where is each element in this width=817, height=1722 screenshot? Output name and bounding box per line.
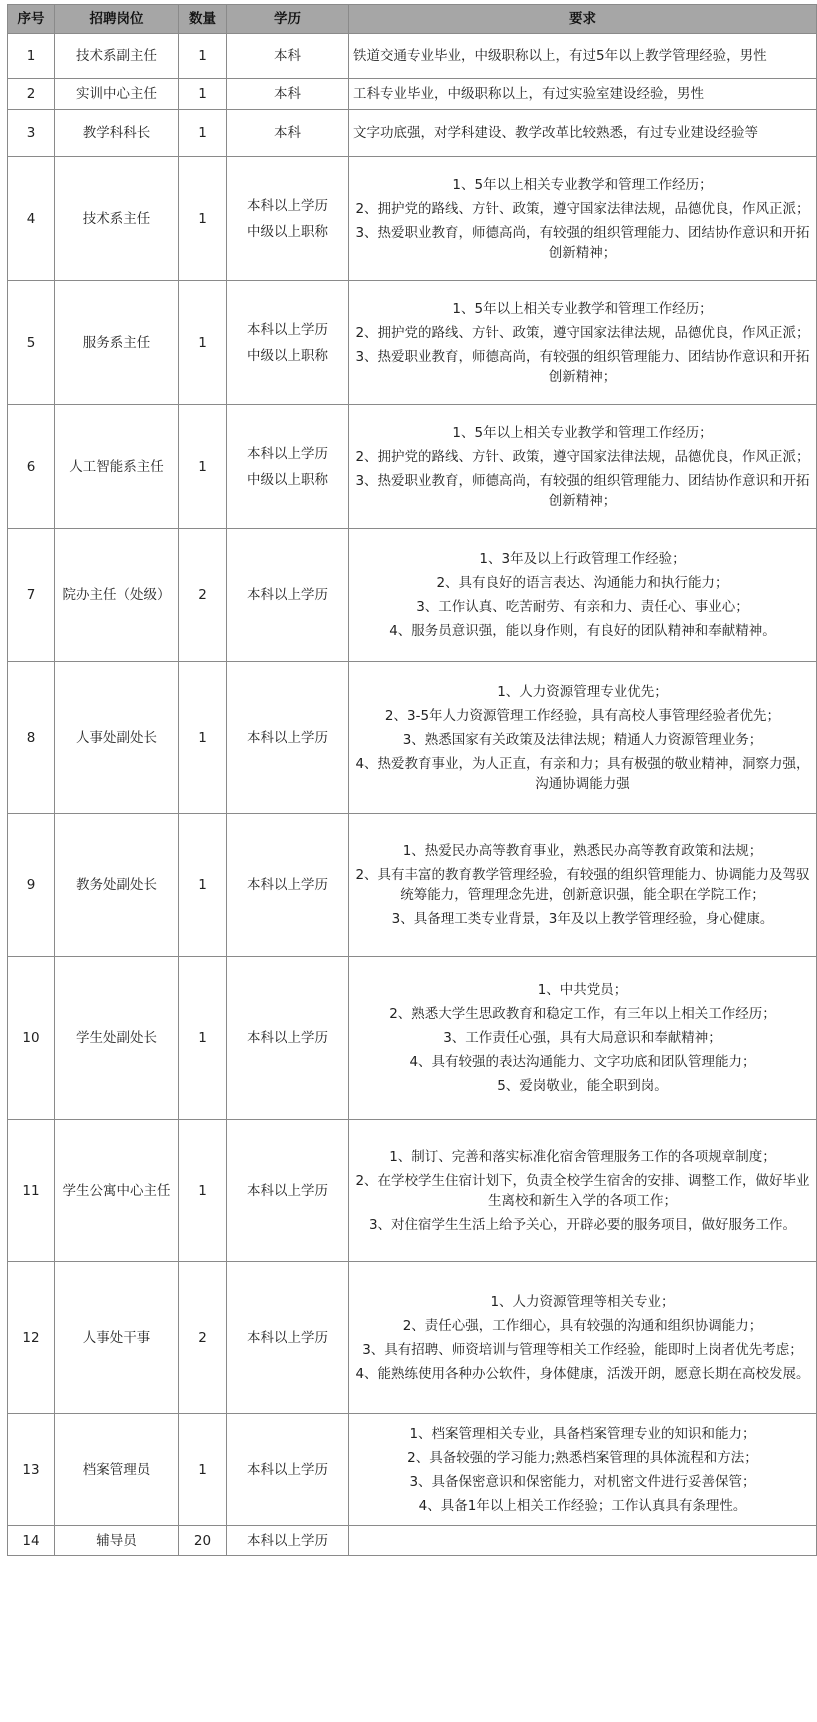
requirement-item: 1、人力资源管理专业优先； xyxy=(497,683,668,700)
education-cell xyxy=(227,529,349,662)
requirement-item: 1、3年及以上行政管理工作经验； xyxy=(479,551,686,567)
table-row xyxy=(8,79,817,110)
education-line: 本科 xyxy=(274,48,301,64)
row-number-cell: 3 xyxy=(8,110,55,157)
row-number-cell: 2 xyxy=(8,79,55,110)
recruitment-table-container xyxy=(7,4,817,1556)
education-line: 本科以上学历 xyxy=(247,877,328,893)
requirement-item: 1、5年以上相关专业教学和管理工作经历； xyxy=(452,424,713,441)
header-requirements: 要求 xyxy=(349,5,817,34)
education-line: 本科以上学历 xyxy=(247,1030,328,1046)
position-cell: 院办主任（处级） xyxy=(55,529,179,662)
count-cell: 1 xyxy=(179,1120,227,1262)
education-cell xyxy=(227,405,349,529)
education-line: 本科以上学历 xyxy=(247,197,328,214)
requirement-item: 3、具备保密意识和保密能力，对机密文件进行妥善保管； xyxy=(409,1473,756,1490)
requirement-item: 1、人力资源管理等相关专业； xyxy=(490,1293,675,1310)
count-cell: 1 xyxy=(179,281,227,405)
row-number-cell: 1 xyxy=(8,34,55,79)
requirements-cell xyxy=(349,157,817,281)
education-cell xyxy=(227,814,349,957)
row-number-cell: 7 xyxy=(8,529,55,662)
requirements-cell xyxy=(349,405,817,529)
education-cell xyxy=(227,1526,349,1556)
education-line: 本科以上学历 xyxy=(247,1182,328,1199)
requirement-item: 4、热爱教育事业，为人正直，有亲和力；具有极强的敬业精神，洞察力强，沟通协调能力强 xyxy=(355,755,810,792)
requirement-item: 2、拥护党的路线、方针、政策，遵守国家法律法规，品德优良，作风正派； xyxy=(355,324,810,341)
requirement-item: 4、具有较强的表达沟通能力、文字功底和团队管理能力； xyxy=(409,1054,756,1070)
requirements-cell xyxy=(349,1414,817,1526)
education-line: 本科以上学历 xyxy=(247,587,328,603)
requirement-item: 2、在学校学生住宿计划下，负责全校学生宿舍的安排、调整工作，做好毕业生离校和新生入学的各项工作； xyxy=(355,1172,810,1209)
position-cell: 技术系副主任 xyxy=(55,34,179,79)
requirement-item: 1、档案管理相关专业，具备档案管理专业的知识和能力； xyxy=(409,1425,756,1442)
education-cell xyxy=(227,1120,349,1262)
requirements-cell xyxy=(349,110,817,157)
education-line: 本科以上学历 xyxy=(247,1532,328,1549)
requirement-item: 3、具备理工类专业背景，3年及以上教学管理经验，身心健康。 xyxy=(391,911,774,927)
position-cell: 技术系主任 xyxy=(55,157,179,281)
count-cell: 1 xyxy=(179,34,227,79)
requirements-cell xyxy=(349,34,817,79)
count-cell: 20 xyxy=(179,1526,227,1556)
table-row xyxy=(8,1262,817,1414)
count-cell: 1 xyxy=(179,662,227,814)
requirement-item: 1、5年以上相关专业教学和管理工作经历； xyxy=(452,176,713,193)
header-education: 学历 xyxy=(227,5,349,34)
requirement-item: 4、具备1年以上相关工作经验；工作认真具有条理性。 xyxy=(418,1497,747,1514)
header-no: 序号 xyxy=(8,5,55,34)
table-row xyxy=(8,1414,817,1526)
table-row xyxy=(8,662,817,814)
requirement-item: 2、熟悉大学生思政教育和稳定工作，有三年以上相关工作经历； xyxy=(389,1006,776,1022)
position-cell: 服务系主任 xyxy=(55,281,179,405)
requirement-item: 3、热爱职业教育，师德高尚，有较强的组织管理能力、团结协作意识和开拓创新精神； xyxy=(355,472,810,509)
education-line: 中级以上职称 xyxy=(247,471,328,488)
requirements-cell xyxy=(349,1262,817,1414)
count-cell: 1 xyxy=(179,79,227,110)
education-cell xyxy=(227,34,349,79)
row-number-cell: 9 xyxy=(8,814,55,957)
requirement-item: 2、具有丰富的教育教学管理经验，有较强的组织管理能力、协调能力及驾驭统筹能力，管理理念先进，创新意识强，能全职在学院工作； xyxy=(355,867,810,903)
education-cell xyxy=(227,157,349,281)
row-number-cell: 6 xyxy=(8,405,55,529)
requirement-item: 3、对住宿学生生活上给予关心，开辟必要的服务项目，做好服务工作。 xyxy=(368,1216,797,1233)
table-row xyxy=(8,281,817,405)
position-cell: 学生处副处长 xyxy=(55,957,179,1120)
education-line: 本科以上学历 xyxy=(247,1329,328,1346)
count-cell: 1 xyxy=(179,157,227,281)
education-line: 中级以上职称 xyxy=(247,347,328,364)
requirement-item: 3、热爱职业教育，师德高尚，有较强的组织管理能力、团结协作意识和开拓创新精神； xyxy=(355,224,810,261)
requirement-item: 铁道交通专业毕业，中级职称以上，有过5年以上教学管理经验，男性 xyxy=(353,48,767,64)
count-cell: 2 xyxy=(179,1262,227,1414)
requirement-item: 3、工作责任心强，具有大局意识和奉献精神； xyxy=(443,1030,722,1046)
requirement-item: 2、具备较强的学习能力;熟悉档案管理的具体流程和方法； xyxy=(407,1449,758,1466)
requirement-item: 3、工作认真、吃苦耐劳、有亲和力、责任心、事业心； xyxy=(416,599,749,615)
requirements-cell xyxy=(349,79,817,110)
requirement-item: 3、热爱职业教育，师德高尚，有较强的组织管理能力、团结协作意识和开拓创新精神； xyxy=(355,348,810,385)
row-number-cell: 14 xyxy=(8,1526,55,1556)
row-number-cell: 5 xyxy=(8,281,55,405)
requirement-item: 4、服务员意识强，能以身作则，有良好的团队精神和奉献精神。 xyxy=(389,623,776,639)
table-row xyxy=(8,529,817,662)
table-row xyxy=(8,814,817,957)
requirement-item: 2、责任心强，工作细心，具有较强的沟通和组织协调能力； xyxy=(402,1317,763,1334)
count-cell: 1 xyxy=(179,405,227,529)
requirements-cell xyxy=(349,529,817,662)
table-body xyxy=(8,34,817,1556)
requirement-item: 工科专业毕业，中级职称以上，有过实验室建设经验，男性 xyxy=(353,86,704,102)
education-line: 本科以上学历 xyxy=(247,729,328,746)
requirement-item: 2、具有良好的语言表达、沟通能力和执行能力； xyxy=(436,575,729,591)
position-cell: 档案管理员 xyxy=(55,1414,179,1526)
requirement-item: 3、熟悉国家有关政策及法律法规；精通人力资源管理业务； xyxy=(402,731,763,748)
row-number-cell: 8 xyxy=(8,662,55,814)
row-number-cell: 11 xyxy=(8,1120,55,1262)
requirements-cell xyxy=(349,1120,817,1262)
position-cell: 辅导员 xyxy=(55,1526,179,1556)
education-line: 本科以上学历 xyxy=(247,321,328,338)
table-row xyxy=(8,34,817,79)
position-cell: 人事处副处长 xyxy=(55,662,179,814)
requirement-item: 2、拥护党的路线、方针、政策，遵守国家法律法规，品德优良，作风正派； xyxy=(355,448,810,465)
header-position: 招聘岗位 xyxy=(55,5,179,34)
education-cell xyxy=(227,1262,349,1414)
row-number-cell: 13 xyxy=(8,1414,55,1526)
count-cell: 1 xyxy=(179,814,227,957)
row-number-cell: 10 xyxy=(8,957,55,1120)
requirement-item: 1、制订、完善和落实标准化宿舍管理服务工作的各项规章制度； xyxy=(389,1148,776,1165)
requirements-cell xyxy=(349,1526,817,1556)
table-row xyxy=(8,110,817,157)
requirement-item: 1、热爱民办高等教育事业，熟悉民办高等教育政策和法规； xyxy=(402,843,763,859)
requirement-item: 1、中共党员； xyxy=(537,982,628,998)
header-count: 数量 xyxy=(179,5,227,34)
table-row xyxy=(8,957,817,1120)
requirements-cell xyxy=(349,662,817,814)
education-cell xyxy=(227,110,349,157)
education-cell xyxy=(227,957,349,1120)
table-row xyxy=(8,1526,817,1556)
education-cell xyxy=(227,662,349,814)
position-cell: 实训中心主任 xyxy=(55,79,179,110)
requirements-cell xyxy=(349,814,817,957)
count-cell: 1 xyxy=(179,957,227,1120)
education-cell xyxy=(227,1414,349,1526)
row-number-cell: 12 xyxy=(8,1262,55,1414)
requirement-item: 2、拥护党的路线、方针、政策，遵守国家法律法规，品德优良，作风正派； xyxy=(355,200,810,217)
table-row xyxy=(8,405,817,529)
education-line: 本科 xyxy=(274,86,301,102)
recruitment-table xyxy=(7,4,817,1556)
education-cell xyxy=(227,79,349,110)
table-header-row xyxy=(8,5,817,34)
requirements-cell xyxy=(349,281,817,405)
requirement-item: 3、具有招聘、师资培训与管理等相关工作经验，能即时上岗者优先考虑； xyxy=(362,1341,803,1358)
position-cell: 学生公寓中心主任 xyxy=(55,1120,179,1262)
row-number-cell: 4 xyxy=(8,157,55,281)
count-cell: 1 xyxy=(179,110,227,157)
requirement-item: 5、爱岗敬业，能全职到岗。 xyxy=(497,1078,668,1094)
requirement-item: 4、能熟练使用各种办公软件，身体健康，活泼开朗，愿意长期在高校发展。 xyxy=(355,1365,810,1382)
education-line: 本科以上学历 xyxy=(247,1461,328,1478)
requirement-item: 2、3-5年人力资源管理工作经验，具有高校人事管理经验者优先； xyxy=(384,707,781,724)
count-cell: 2 xyxy=(179,529,227,662)
table-row xyxy=(8,157,817,281)
requirement-item: 文字功底强，对学科建设、教学改革比较熟悉，有过专业建设经验等 xyxy=(353,125,758,141)
position-cell: 人工智能系主任 xyxy=(55,405,179,529)
education-line: 本科 xyxy=(274,125,301,141)
position-cell: 教务处副处长 xyxy=(55,814,179,957)
table-row xyxy=(8,1120,817,1262)
education-cell xyxy=(227,281,349,405)
requirements-cell xyxy=(349,957,817,1120)
education-line: 中级以上职称 xyxy=(247,223,328,240)
position-cell: 人事处干事 xyxy=(55,1262,179,1414)
count-cell: 1 xyxy=(179,1414,227,1526)
requirement-item: 1、5年以上相关专业教学和管理工作经历； xyxy=(452,300,713,317)
education-line: 本科以上学历 xyxy=(247,445,328,462)
position-cell: 教学科科长 xyxy=(55,110,179,157)
